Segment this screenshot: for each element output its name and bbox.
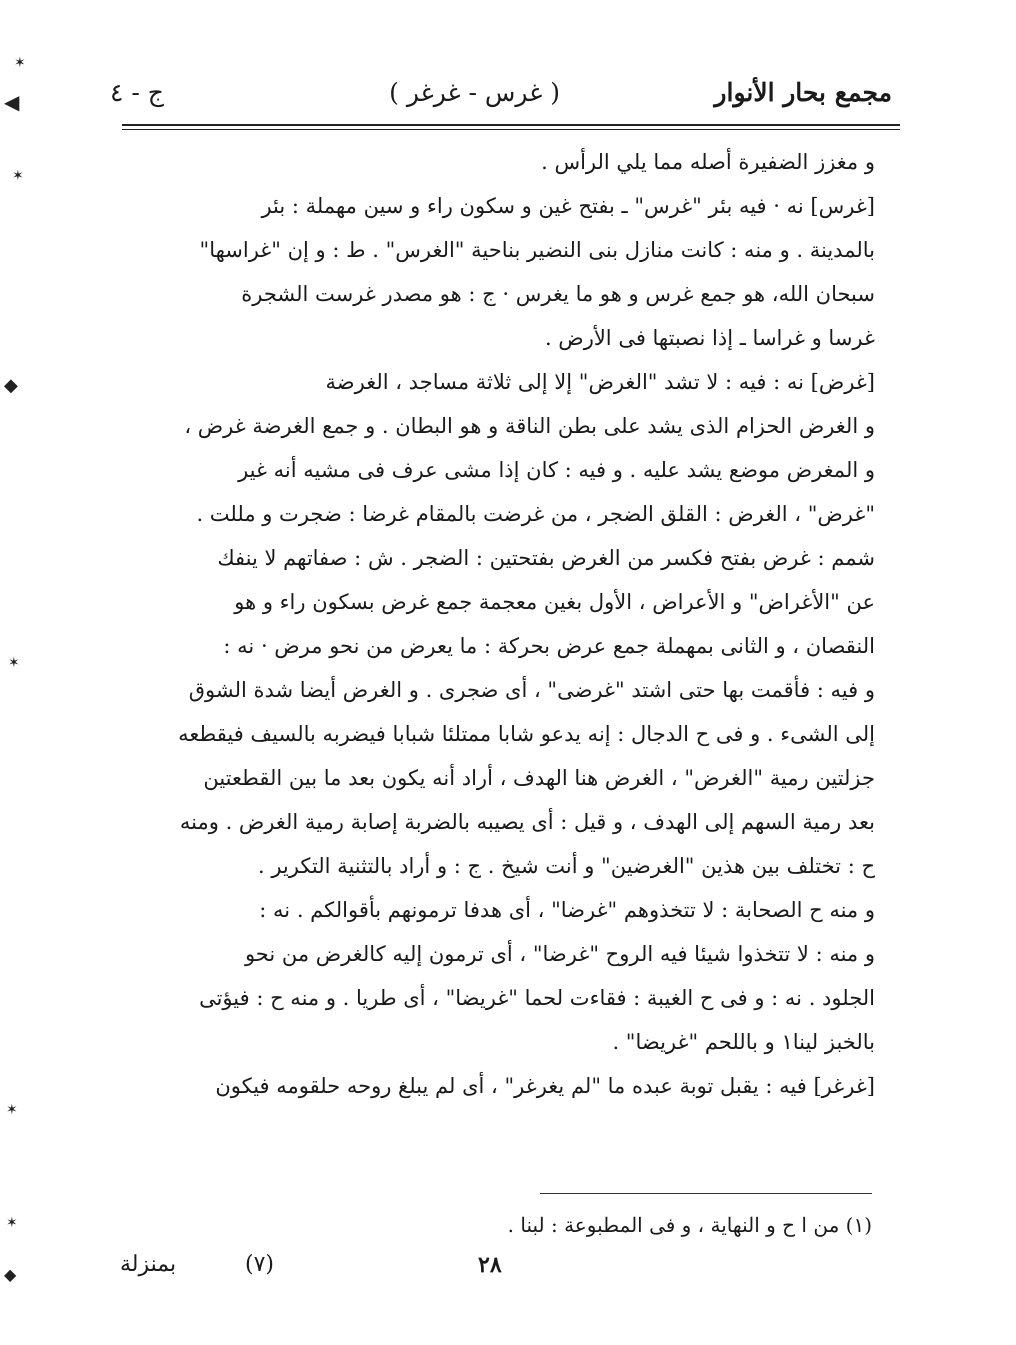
margin-mark: ◀ xyxy=(4,90,20,114)
header-rule-thin xyxy=(122,129,900,130)
margin-mark: ✶ xyxy=(12,168,24,184)
page-header xyxy=(110,78,900,118)
margin-mark: ✶ xyxy=(6,1102,18,1118)
text-line: [غرض] نه : فيه : لا تشد "الغرض" إلا إلى ثلاثة مساجد ، الغرضة xyxy=(325,370,875,394)
text-line: عن "الأغراض" و الأعراض ، الأول بغين معجمة جمع غرض بسكون راء و هو xyxy=(234,590,875,614)
text-line: "غرض" ، الغرض : القلق الضجر ، من غرضت بالمقام غرضا : ضجرت و مللت . xyxy=(196,502,875,526)
body-text xyxy=(105,140,875,1108)
page-number: ٢٨ xyxy=(478,1252,502,1278)
text-line: بعد رمية السهم إلى الهدف ، و قيل : أى يصيبه بالضربة إصابة رمية الغرض . ومنه xyxy=(179,810,875,834)
margin-mark: ◆ xyxy=(4,375,18,396)
text-line: ح : تختلف بين هذين "الغرضين" و أنت شيخ . ج : و أراد بالتثنية التكرير . xyxy=(257,854,875,878)
text-line: غرسا و غراسا ـ إذا نصبتها فى الأرض . xyxy=(544,326,875,350)
header-rule xyxy=(122,124,900,126)
text-line: [غرغر] فيه : يقبل توبة عبده ما "لم يغرغر" ، أى لم يبلغ روحه حلقومه فيكون xyxy=(215,1074,875,1098)
catchword: بمنزلة xyxy=(120,1252,177,1277)
text-line: بالمدينة . و منه : كانت منازل بنى النضير بناحية "الغرس" . ط : و إن "غراسها" xyxy=(199,238,875,262)
margin-mark: ✶ xyxy=(14,55,26,71)
text-line: و الغرض الحزام الذى يشد على بطن الناقة و هو البطان . و جمع الغرضة غرض ، xyxy=(184,414,875,438)
text-line: إلى الشىء . و فى ح الدجال : إنه يدعو شابا ممتلئا شبابا فيضربه بالسيف فيقطعه xyxy=(178,722,875,746)
signature-mark: (٧) xyxy=(245,1252,275,1277)
text-line: و منه ح الصحابة : لا تتخذوهم "غرضا" ، أى هدفا ترمونهم بأقوالكم . نه : xyxy=(259,898,875,922)
text-line: الجلود . نه : و فى ح الغيبة : فقاءت لحما "غريضا" ، أى طريا . و منه ح : فيؤتى xyxy=(199,986,875,1010)
text-line: و فيه : فأقمت بها حتى اشتد "غرضى" ، أى ضجرى . و الغرض أيضا شدة الشوق xyxy=(188,678,875,702)
margin-mark: ✶ xyxy=(8,655,20,671)
text-line: جزلتين رمية "الغرض" ، الغرض هنا الهدف ، أراد أنه يكون بعد ما بين القطعتين xyxy=(203,766,875,790)
text-line: النقصان ، و الثانى بمهملة جمع عرض بحركة : ما يعرض من نحو مرض · نه : xyxy=(223,634,875,658)
text-line: و المغرض موضع يشد عليه . و فيه : كان إذا مشى عرف فى مشيه أنه غير xyxy=(238,458,875,482)
margin-mark: ◆ xyxy=(4,1265,17,1284)
margin-mark: ✶ xyxy=(6,1215,18,1231)
text-line: شمم : غرض بفتح فكسر من الغرض بفتحتين : الضجر . ش : صفاتهم لا ينفك xyxy=(217,546,875,570)
text-line: سبحان الله، هو جمع غرس و هو ما يغرس · ج : هو مصدر غرست الشجرة xyxy=(241,282,875,306)
text-line: و مغزز الضفيرة أصله مما يلي الرأس . xyxy=(541,150,875,174)
book-title: مجمع بحار الأنوار xyxy=(714,78,892,107)
footnote: (١) من ا ح و النهاية ، و فى المطبوعة : لبنا . xyxy=(507,1213,872,1237)
text-line: [غرس] نه · فيه بئر "غرس" ـ بفتح غين و سكون راء و سين مهملة : بئر xyxy=(261,194,875,218)
text-line: بالخبز لينا١ و باللحم "غريضا" . xyxy=(612,1030,875,1054)
volume-label: ج - ٤ xyxy=(110,78,164,107)
footnote-rule xyxy=(540,1193,872,1194)
section-title: ( غرس - غرغر ) xyxy=(389,78,560,107)
text-line: و منه : لا تتخذوا شيئا فيه الروح "غرضا" ، أى ترمون إليه كالغرض من نحو xyxy=(244,942,875,966)
